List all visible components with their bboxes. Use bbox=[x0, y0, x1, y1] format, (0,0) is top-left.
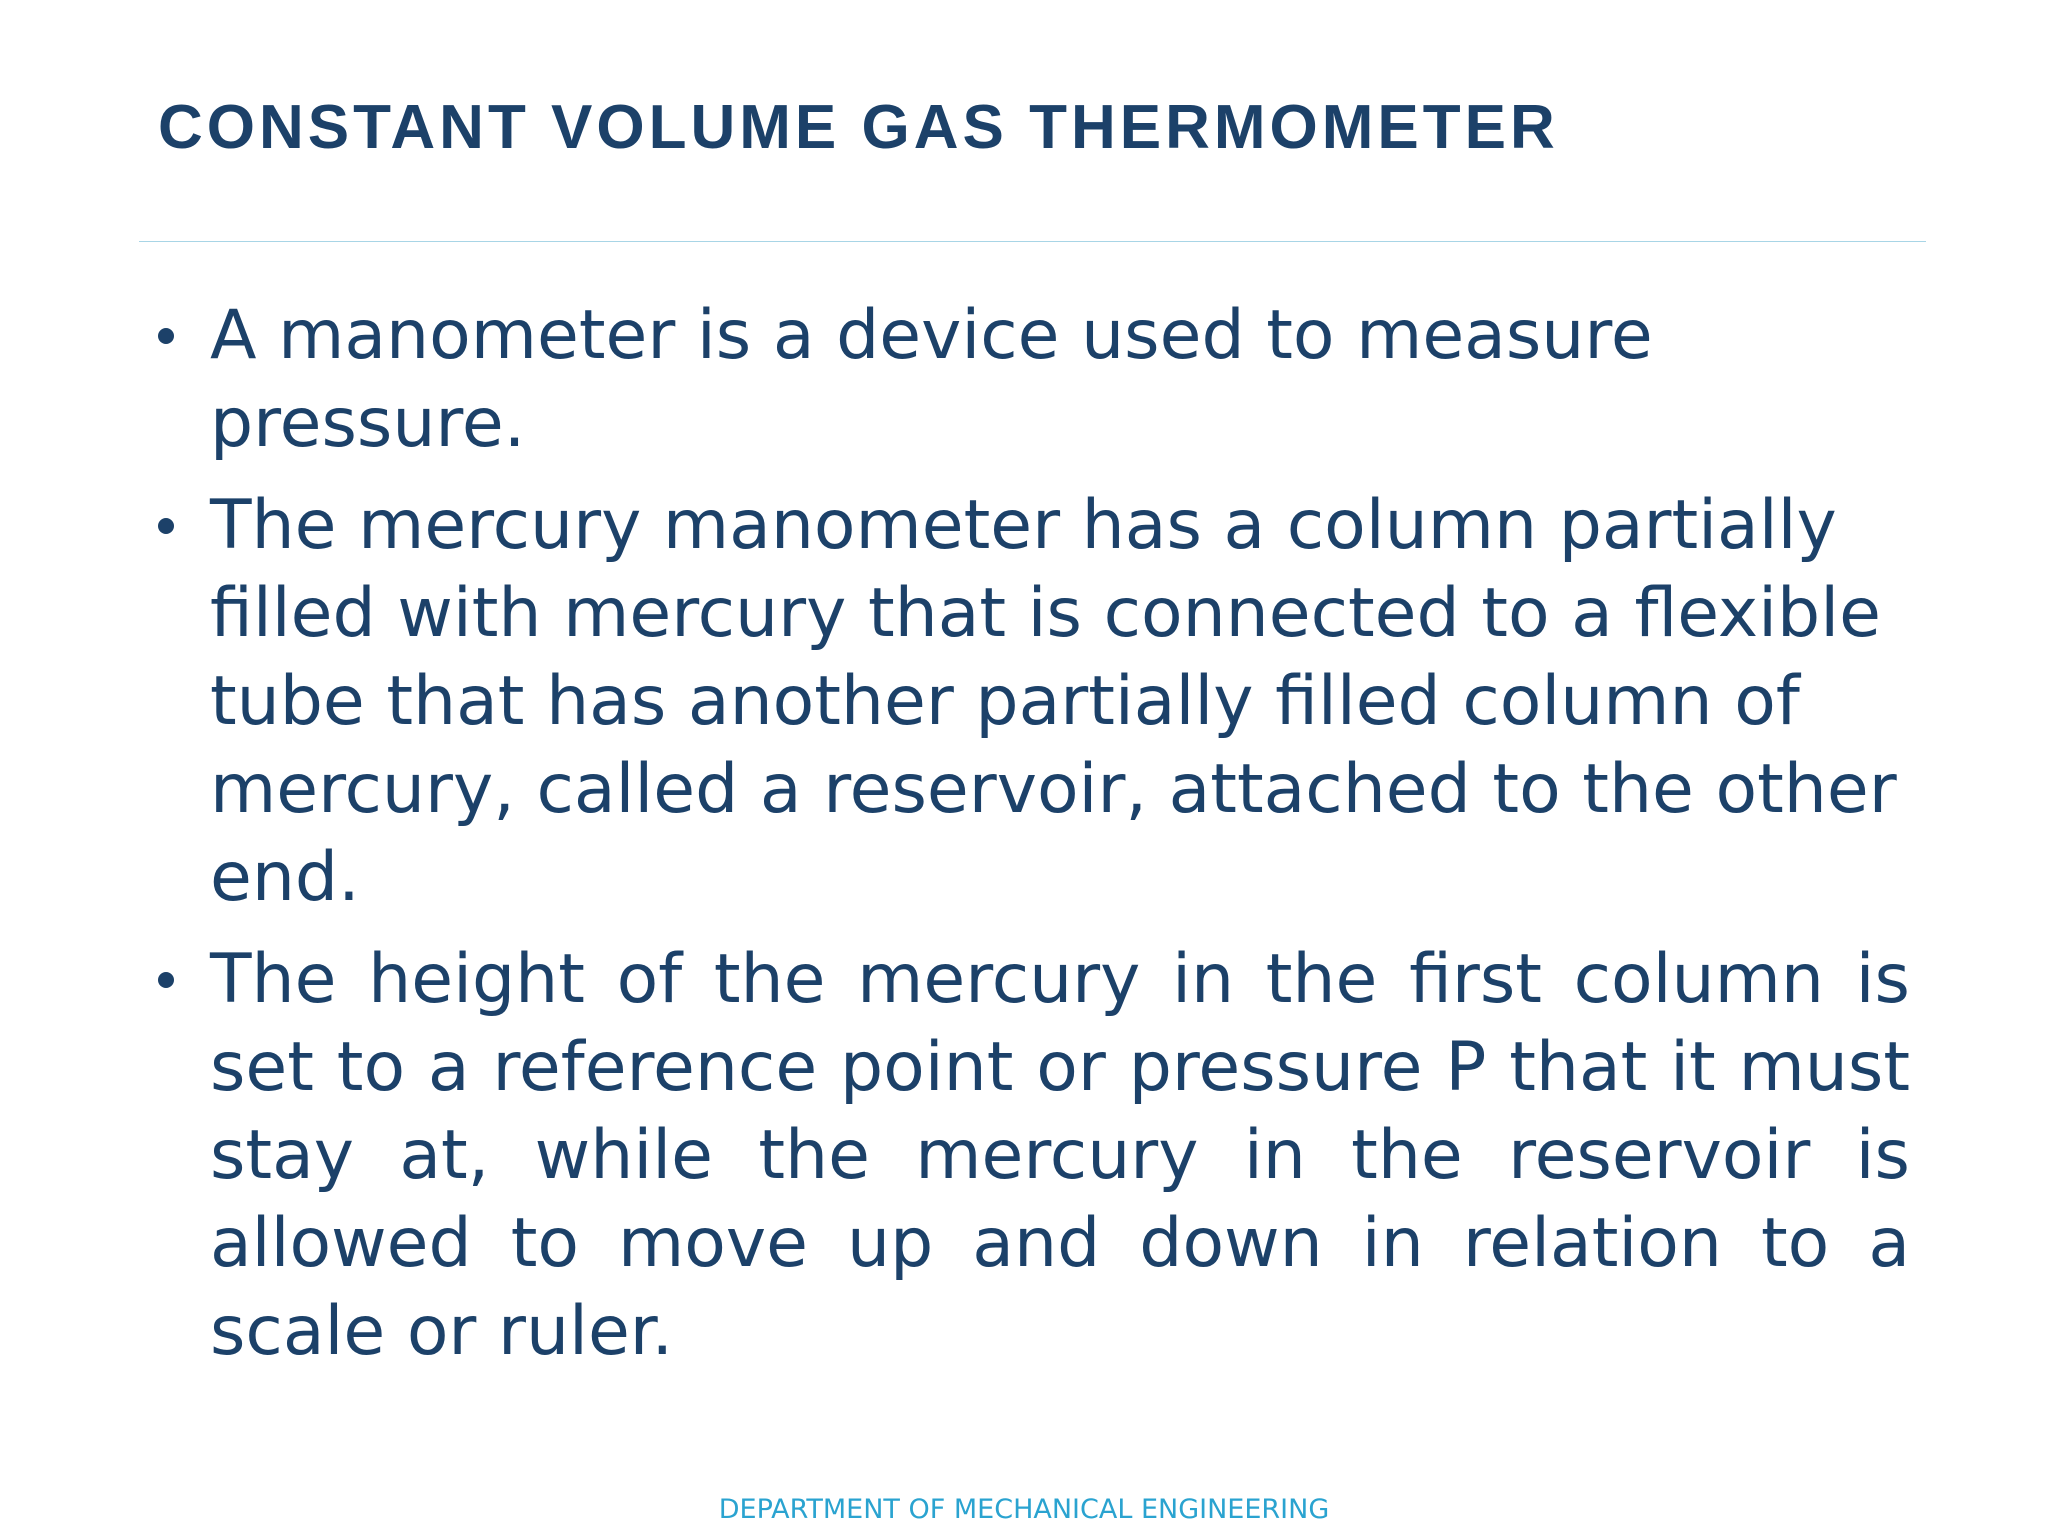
footer-department: DEPARTMENT OF MECHANICAL ENGINEERING bbox=[718, 1494, 1330, 1525]
bullet-item bbox=[158, 936, 1910, 1376]
bullet-text: The mercury manometer has a column partially filled with mercury that is connected to a flexible tube that has another partially filled column of mercury, called a reservoir, attached to the other end. bbox=[210, 486, 1897, 917]
bullet-item bbox=[158, 292, 1910, 468]
bullet-dot-icon bbox=[158, 972, 174, 988]
title-divider bbox=[139, 241, 1926, 242]
bullet-text: A manometer is a device used to measure pressure. bbox=[210, 296, 1653, 463]
bullet-dot-icon bbox=[158, 328, 174, 344]
bullet-item bbox=[158, 482, 1910, 922]
bullet-list bbox=[158, 292, 1910, 1390]
slide-title: CONSTANT VOLUME GAS THERMOMETER bbox=[158, 93, 1559, 162]
bullet-dot-icon bbox=[158, 518, 174, 534]
bullet-text: The height of the mercury in the first column is set to a reference point or pressure P that it must stay at, while the mercury in the reservoir is allowed to move up and down in relation to a scale or ruler. bbox=[210, 940, 1910, 1371]
